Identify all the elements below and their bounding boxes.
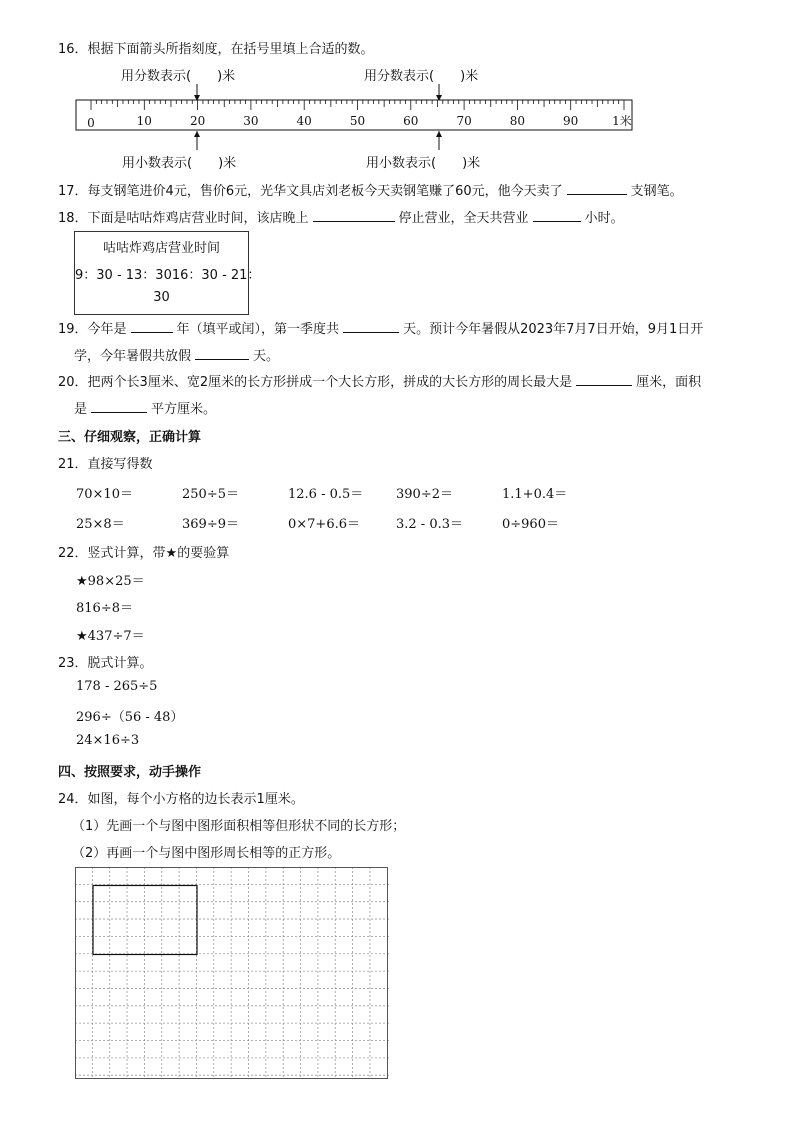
q17-text-a: 17．每支钢笔进价4元，售价6元，光华文具店刘老板今天卖钢笔赚了60元，他今天卖了 [58, 184, 563, 199]
section-3-heading: 三、仔细观察，正确计算 [58, 430, 202, 445]
q23-stem: 23．脱式计算。 [58, 656, 153, 671]
q18-box-line2: 30 [153, 290, 170, 305]
ruler-label: 90 [563, 114, 579, 128]
arrow-top-left [194, 84, 200, 101]
q20-blank-2[interactable] [91, 400, 147, 413]
q18-blank-1[interactable] [313, 209, 395, 222]
ruler-label: 1米 [612, 114, 632, 128]
q18-text-b: 停止营业，全天共营业 [398, 211, 529, 226]
q22-item-3: ★437÷7＝ [76, 629, 145, 644]
q21-r1-c4: 390÷2＝ [396, 487, 453, 502]
q19-blank-3[interactable] [195, 347, 249, 360]
q21-r1-c1: 70×10＝ [76, 487, 133, 502]
q20-blank-1[interactable] [576, 373, 632, 386]
q21-r2-c4: 3.2 - 0.3＝ [396, 517, 464, 532]
ruler-label: 60 [403, 114, 419, 128]
ruler-label: 10 [136, 114, 152, 128]
given-rectangle [93, 886, 197, 955]
ruler-label: 0 [87, 116, 95, 130]
q23-item-2: 296÷（56 - 48） [76, 710, 184, 725]
q23-item-3: 24×16÷3 [76, 733, 140, 748]
q16-bottom-right-label: 用小数表示( )米 [366, 156, 481, 171]
q21-r1-c3: 12.6 - 0.5＝ [288, 487, 364, 502]
ruler-label: 40 [296, 114, 312, 128]
q18-text-a: 18．下面是咕咕炸鸡店营业时间，该店晚上 [58, 211, 309, 226]
q18-text-c: 小时。 [584, 211, 624, 226]
q21-stem: 21．直接写得数 [58, 457, 153, 472]
q20-text-b: 厘米，面积 [636, 375, 702, 390]
q21-r2-c2: 369÷9＝ [182, 517, 239, 532]
q21-r1-c5: 1.1+0.4＝ [502, 487, 568, 502]
q18 [58, 207, 624, 226]
q19-text-b: 年（填平或闰），第一季度共 [176, 322, 340, 337]
q19-blank-1[interactable] [131, 320, 173, 333]
q19-text-a: 19．今年是 [58, 322, 127, 337]
q16-top-left-label: 用分数表示( )米 [121, 69, 236, 84]
q19-line2 [74, 345, 279, 364]
q21-r1-c2: 250÷5＝ [182, 487, 239, 502]
q19-line1 [58, 318, 703, 337]
arrow-top-right [436, 84, 442, 101]
q20-text-d: 平方厘米。 [151, 402, 217, 417]
q16-top-right-label: 用分数表示( )米 [364, 69, 479, 84]
q16-stem: 16．根据下面箭头所指刻度，在括号里填上合适的数。 [58, 42, 374, 57]
ruler-label: 80 [509, 114, 526, 128]
q18-blank-2[interactable] [533, 209, 581, 222]
ruler-label: 20 [189, 114, 206, 128]
arrow-bottom-left [194, 131, 200, 150]
q18-hours-box [74, 231, 261, 315]
q24-grid [75, 867, 389, 1079]
q22-item-1: ★98×25＝ [76, 574, 145, 589]
arrow-bottom-right [436, 131, 442, 150]
q17 [58, 180, 683, 199]
q17-answer-blank[interactable] [567, 182, 627, 195]
q19-blank-2[interactable] [343, 320, 399, 333]
q20-text-c: 是 [74, 402, 88, 417]
ruler-label: 50 [349, 114, 366, 128]
section-4-heading: 四、按照要求，动手操作 [58, 765, 202, 780]
ruler-label: 30 [243, 114, 259, 128]
q19-text-d: 学，今年暑假共放假 [74, 349, 192, 364]
q16-ruler [70, 80, 640, 152]
q18-box-title: 咕咕炸鸡店营业时间 [102, 241, 220, 256]
ruler-label: 70 [456, 114, 472, 128]
q19-text-e: 天。 [253, 349, 280, 364]
q24-sub1: （1）先画一个与图中图形面积相等但形状不同的长方形； [72, 819, 406, 834]
q17-text-b: 支钢笔。 [630, 184, 683, 199]
q21-r2-c5: 0÷960＝ [502, 517, 559, 532]
q24-sub2: （2）再画一个与图中图形周长相等的正方形。 [72, 846, 341, 861]
q21-r2-c1: 25×8＝ [76, 517, 125, 532]
q20-text-a: 20．把两个长3厘米、宽2厘米的长方形拼成一个大长方形，拼成的大长方形的周长最大是 [58, 375, 573, 390]
q24-stem: 24．如图，每个小方格的边长表示1厘米。 [58, 792, 304, 807]
q20-line1 [58, 371, 701, 390]
q18-box-line1: 9：30 - 13：3016：30 - 21： [75, 268, 261, 283]
q16-bottom-left-label: 用小数表示( )米 [122, 156, 237, 171]
q23-item-1: 178 - 265÷5 [76, 679, 158, 694]
q19-text-c: 天。预计今年暑假从2023年7月7日开始，9月1日开 [403, 322, 704, 337]
q20-line2 [74, 398, 216, 417]
grid-lines [75, 867, 389, 1079]
q21-r2-c3: 0×7+6.6＝ [288, 517, 361, 532]
q22-stem: 22．竖式计算，带★的要验算 [58, 546, 230, 561]
q22-item-2: 816÷8＝ [76, 601, 133, 616]
